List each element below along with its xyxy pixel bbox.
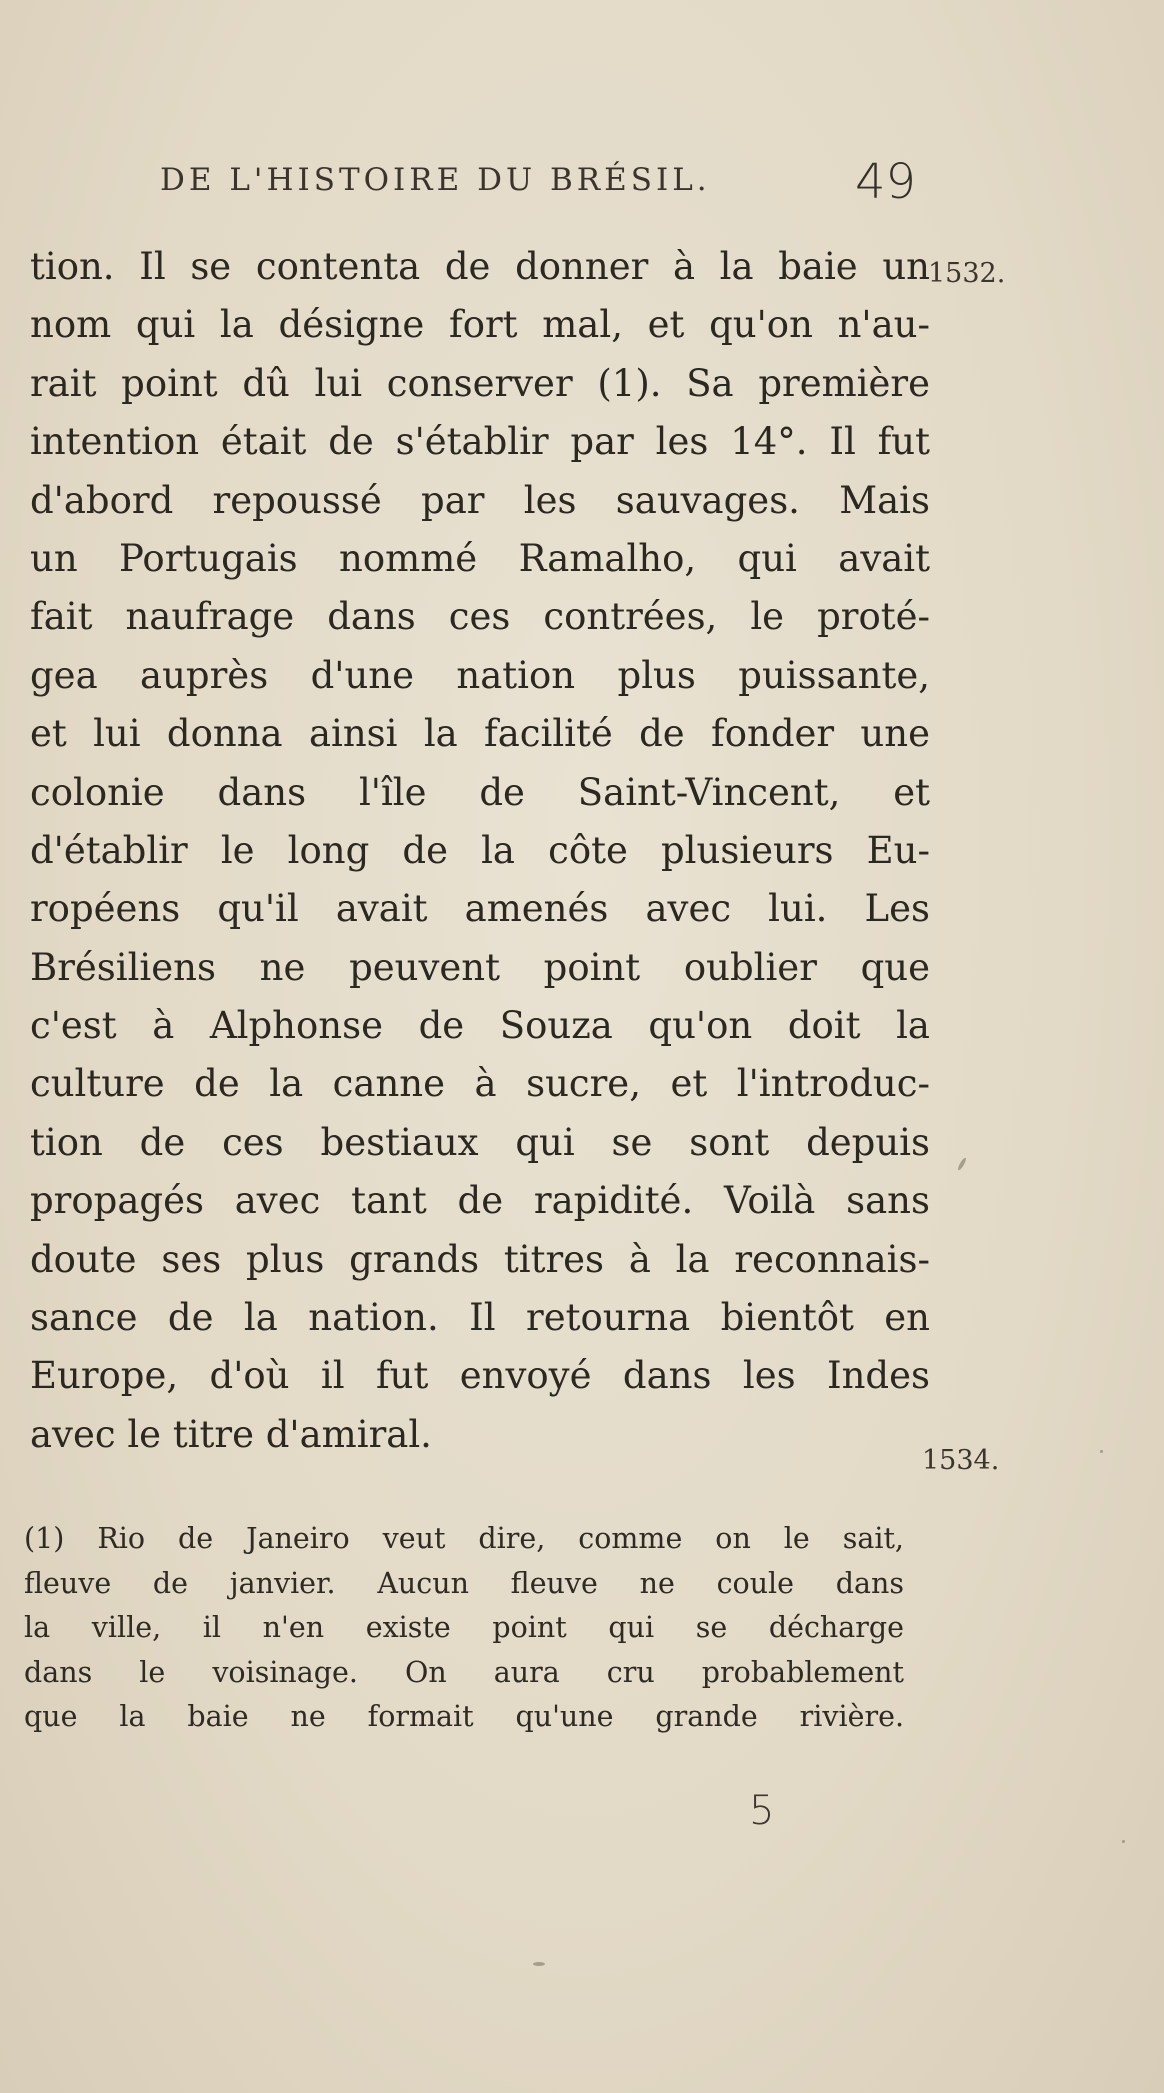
- footnote-line: dans le voisinage. On aura cru probablement: [24, 1655, 904, 1689]
- page-header: [0, 154, 1164, 232]
- body-line: fait naufrage dans ces contrées, le proté-: [30, 595, 930, 639]
- body-line: c'est à Alphonse de Souza qu'on doit la: [30, 1004, 930, 1048]
- footnote-line: (1) Rio de Janeiro veut dire, comme on le sait,: [24, 1522, 904, 1555]
- margin-year-bottom: 1534.: [922, 1445, 1000, 1476]
- body-line: culture de la canne à sucre, et l'introduc-: [30, 1062, 930, 1106]
- footnote-line: que la baie ne formait qu'une grande rivière.: [24, 1700, 904, 1734]
- running-title: DE L'HISTOIRE DU BRÉSIL.: [160, 162, 711, 198]
- paper-speck: [1122, 1840, 1125, 1843]
- body-text: [30, 238, 930, 1464]
- body-line: gea auprès d'une nation plus puissante,: [30, 653, 930, 697]
- body-line: ropéens qu'il avait amenés avec lui. Les: [30, 887, 930, 931]
- body-line: un Portugais nommé Ramalho, qui avait: [30, 536, 930, 580]
- signature-mark: 5: [749, 1788, 775, 1834]
- body-line: et lui donna ainsi la facilité de fonder une: [30, 712, 930, 756]
- body-line: intention était de s'établir par les 14°. Il fut: [30, 420, 930, 464]
- body-line: propagés avec tant de rapidité. Voilà sans: [30, 1179, 930, 1223]
- paper-speck: [533, 1962, 545, 1966]
- body-line: sance de la nation. Il retourna bientôt en: [30, 1296, 930, 1340]
- body-line: tion. Il se contenta de donner à la baie un: [30, 245, 930, 288]
- body-line: avec le titre d'amiral.: [30, 1412, 432, 1456]
- body-line: Europe, d'où il fut envoyé dans les Indes: [30, 1354, 930, 1398]
- paper-speck: [1100, 1450, 1103, 1453]
- body-line: nom qui la désigne fort mal, et qu'on n'au-: [30, 303, 930, 347]
- body-line: Brésiliens ne peuvent point oublier que: [30, 945, 930, 989]
- footnote-line: fleuve de janvier. Aucun fleuve ne coule dans: [24, 1566, 904, 1600]
- margin-year-top: 1532.: [928, 258, 1006, 289]
- body-line: d'abord repoussé par les sauvages. Mais: [30, 478, 930, 522]
- body-line: colonie dans l'île de Saint-Vincent, et: [30, 770, 930, 814]
- body-line: doute ses plus grands titres à la reconnais-: [30, 1237, 930, 1281]
- page-number: 49: [855, 154, 917, 210]
- body-line: rait point dû lui conserver (1). Sa première: [30, 361, 930, 405]
- footnote-line: la ville, il n'en existe point qui se décharge: [24, 1611, 904, 1645]
- paper-speck: [957, 1157, 967, 1171]
- footnote: [24, 1517, 904, 1740]
- body-line: tion de ces bestiaux qui se sont depuis: [30, 1120, 930, 1164]
- body-line: d'établir le long de la côte plusieurs Eu-: [30, 828, 930, 872]
